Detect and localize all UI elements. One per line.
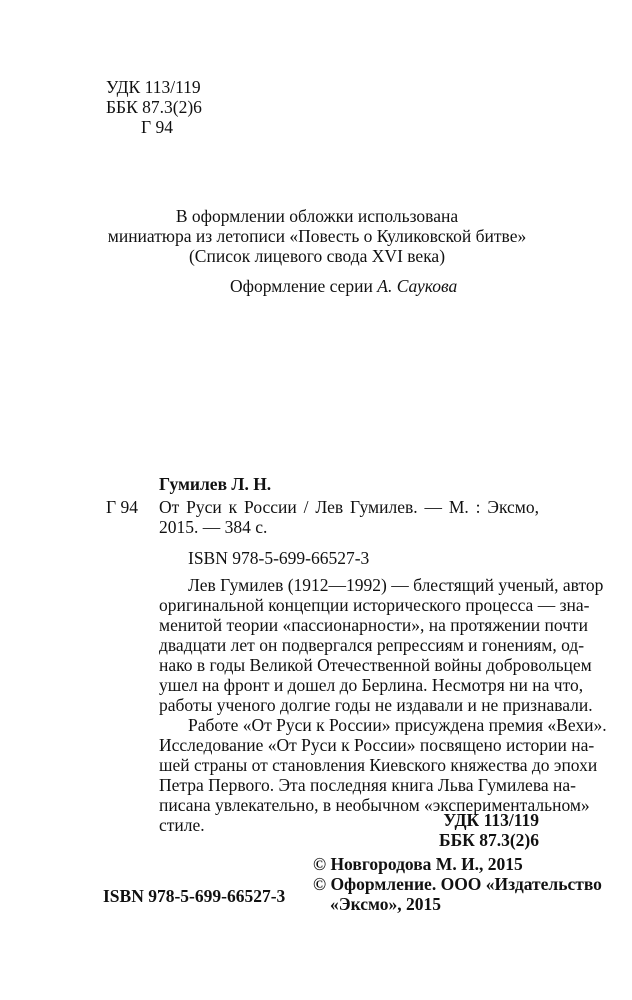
cover-note-line: миниатюра из летописи «Повесть о Куликовской битве» <box>107 226 527 246</box>
bbk-code: ББК 87.3(2)6 <box>106 97 202 117</box>
copyright-line: © Новгородова М. И., 2015 <box>313 854 523 874</box>
record-title-line: От Руси к России / Лев Гумилев. — М. : Эксмо, <box>159 497 539 517</box>
cover-note-line: (Список лицевого свода XVI века) <box>188 246 446 266</box>
annotation-line: писана увлекательно, в необычном «экспериментальном» <box>159 795 590 815</box>
annotation-line: стиле. <box>159 815 205 835</box>
record-isbn: ISBN 978-5-699-66527-3 <box>188 548 370 568</box>
bbk-code-bottom: ББК 87.3(2)6 <box>439 830 539 850</box>
cover-note-line: В оформлении обложки использована <box>175 206 459 226</box>
udk-code-bottom: УДК 113/119 <box>443 810 539 830</box>
copyright-line: © Оформление. ООО «Издательство <box>313 874 602 894</box>
annotation-line: двадцати лет он подвергался репрессиям и гонениям, од- <box>159 635 585 655</box>
author-mark: Г 94 <box>141 117 173 137</box>
copyright-line: «Эксмо», 2015 <box>330 894 441 914</box>
record-author-mark: Г 94 <box>106 497 138 517</box>
annotation-line: ушел на фронт и дошел до Берлина. Несмотря ни на что, <box>159 675 584 695</box>
annotation-line: менитой теории «пассионарности», на протяжении почти <box>159 615 588 635</box>
udk-code: УДК 113/119 <box>106 77 201 97</box>
annotation-line: нако в годы Великой Отечественной войны добровольцем <box>159 655 592 675</box>
annotation-line: Лев Гумилев (1912—1992) — блестящий ученый, автор <box>188 575 604 595</box>
annotation-line: Исследование «От Руси к России» посвящено истории на- <box>159 735 595 755</box>
annotation-line: Петра Первого. Эта последняя книга Льва Гумилева на- <box>159 775 576 795</box>
annotation-line: шей страны от становления Киевского княжества до эпохи <box>159 755 598 775</box>
record-title-line: 2015. — 384 с. <box>159 517 268 537</box>
series-design-label: Оформление серии <box>230 276 378 296</box>
series-designer-name: А. Саукова <box>377 276 458 296</box>
series-design <box>230 276 457 296</box>
annotation-line: работы ученого долгие годы не издавали и не признавали. <box>159 695 593 715</box>
annotation-line: оригинальной концепции исторического процесса — зна- <box>159 595 590 615</box>
isbn-bottom: ISBN 978-5-699-66527-3 <box>103 886 286 906</box>
author-heading: Гумилев Л. Н. <box>159 474 272 494</box>
annotation-line: Работе «От Руси к России» присуждена премия «Вехи». <box>188 715 607 735</box>
